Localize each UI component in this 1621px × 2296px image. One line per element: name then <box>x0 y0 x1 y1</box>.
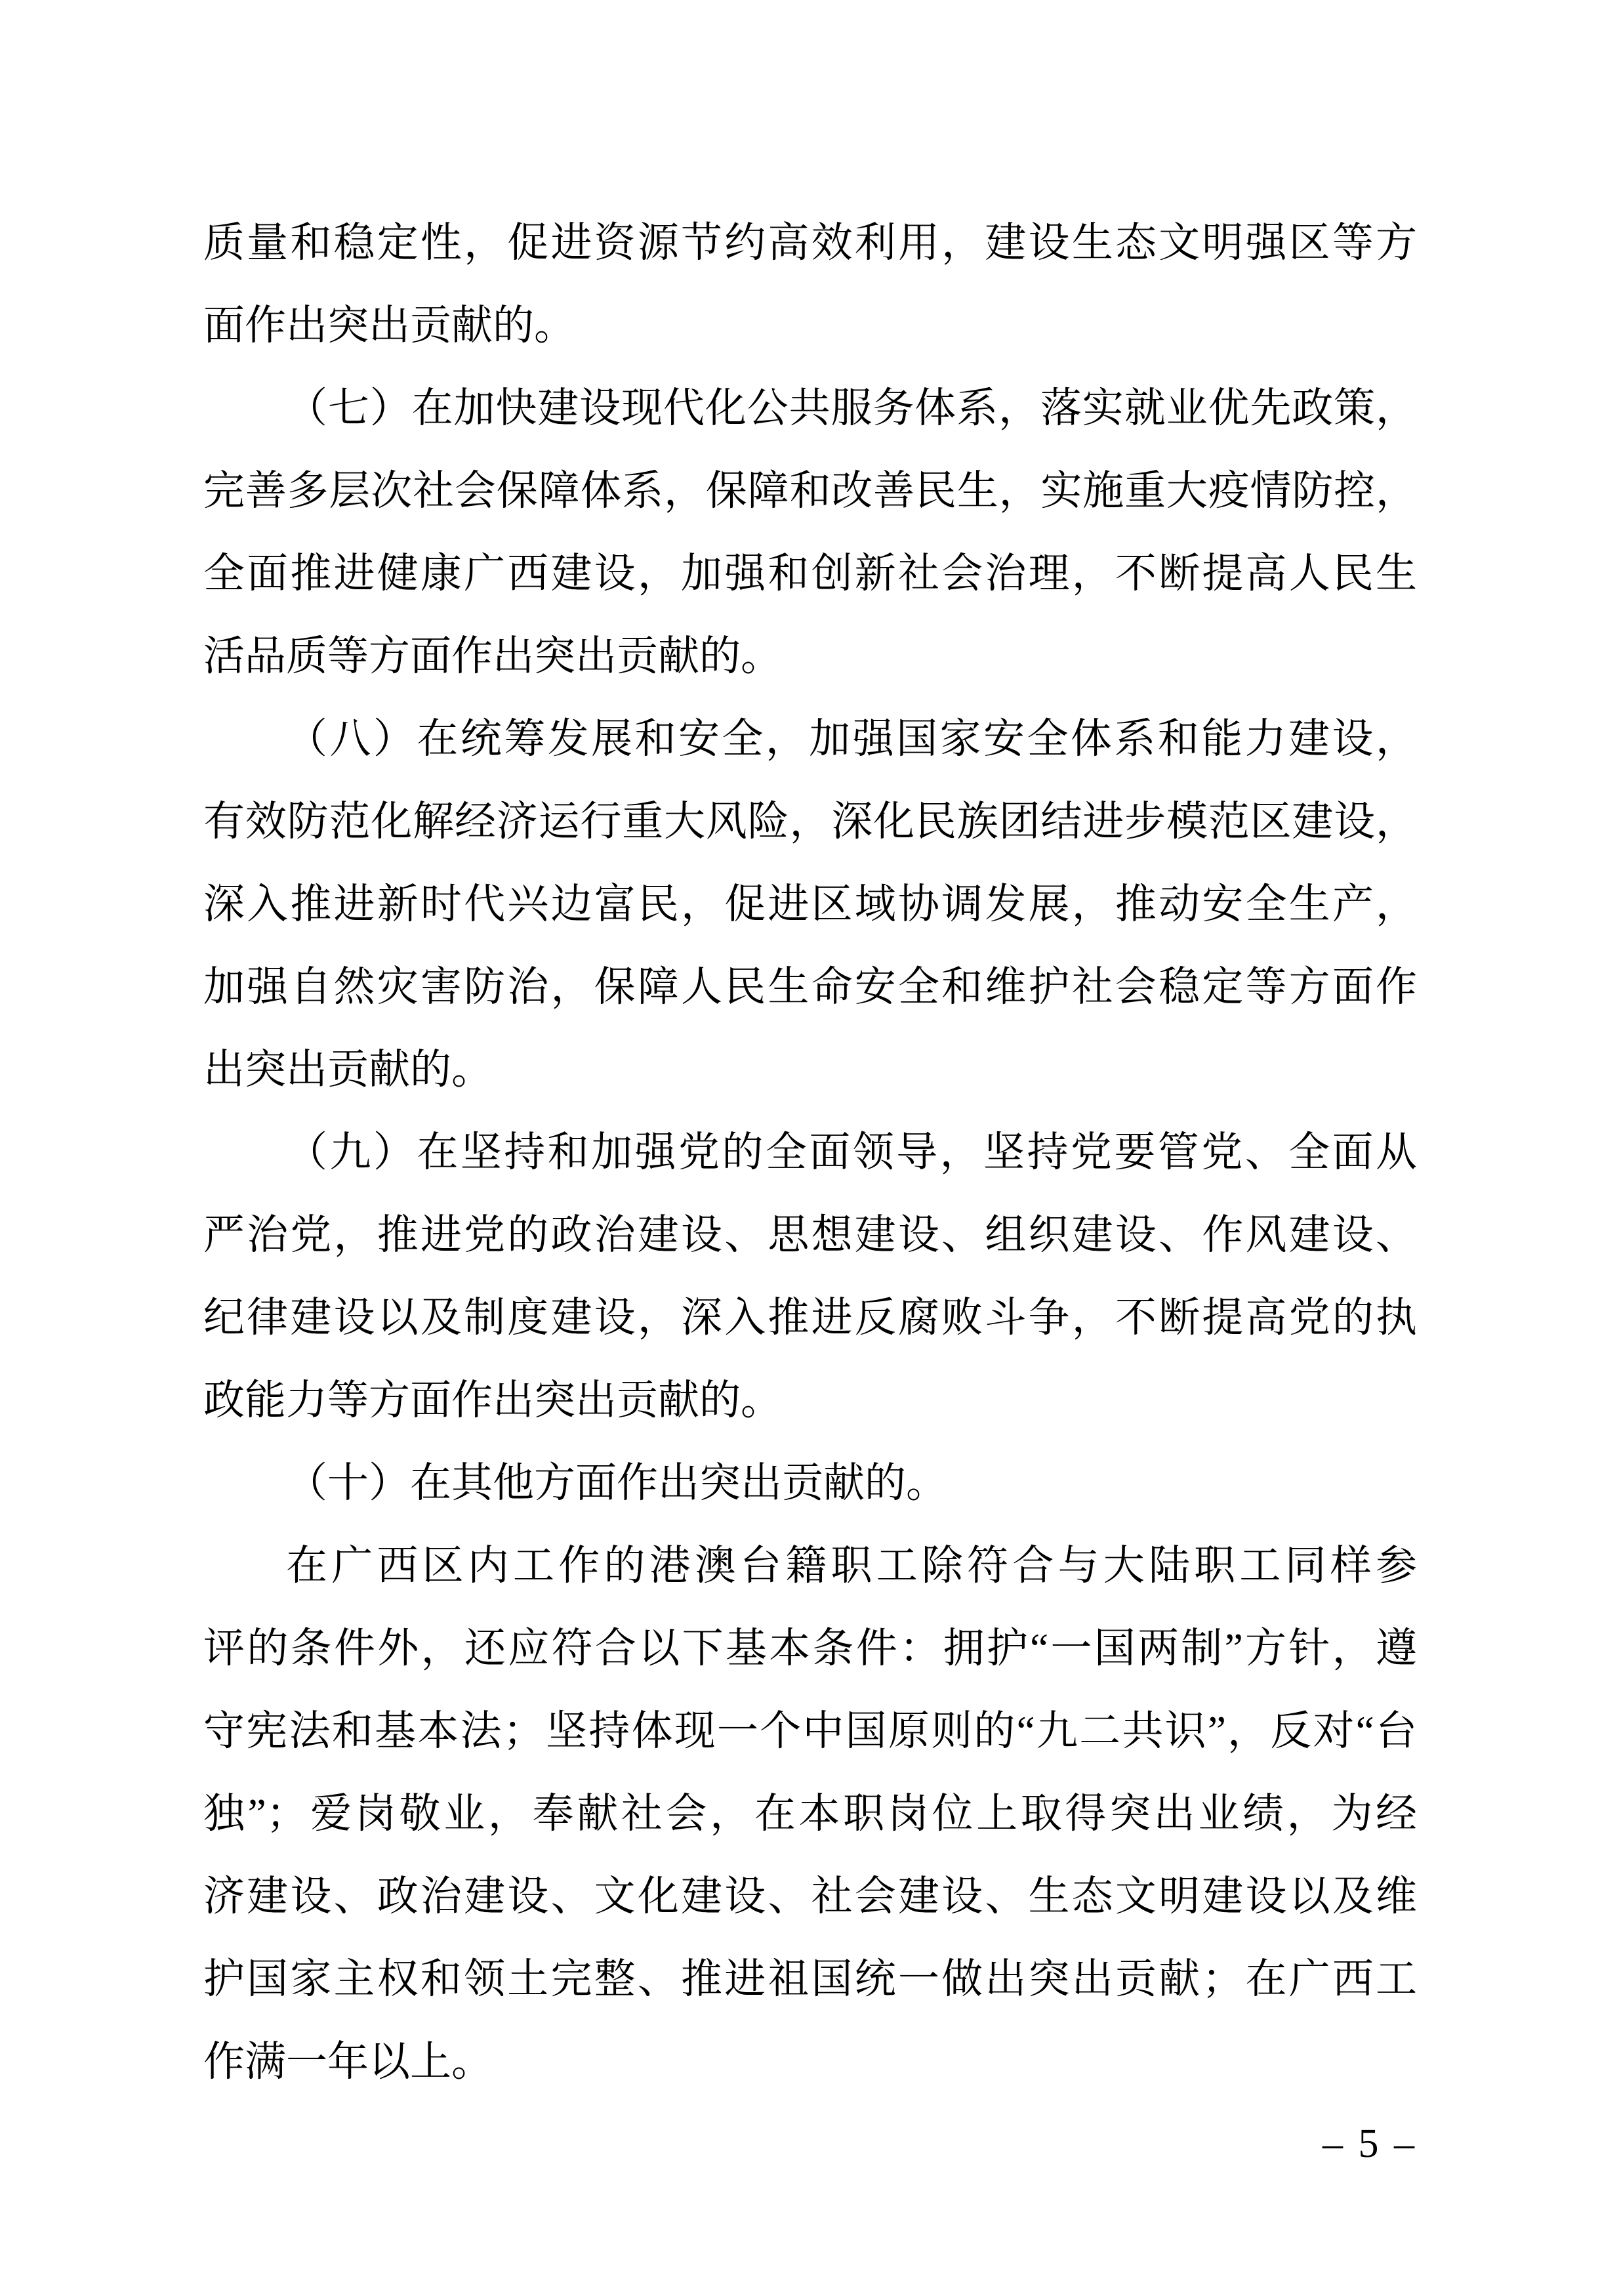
text-line: 面作出突出贡献的。 <box>203 303 575 348</box>
page-number: – 5 – <box>1323 2121 1417 2166</box>
text-line: 全面推进健康广西建设，加强和创新社会治理，不断提高人民生 <box>203 551 1417 596</box>
text-line: 作满一年以上。 <box>203 2039 493 2085</box>
paragraph <box>203 698 1417 1111</box>
paragraph <box>203 1111 1417 1442</box>
text-line: （九）在坚持和加强党的全面领导，坚持党要管党、全面从 <box>286 1129 1417 1175</box>
text-line: 质量和稳定性，促进资源节约高效利用，建设生态文明强区等方 <box>203 220 1417 266</box>
text-line: 守宪法和基本法；坚持体现一个中国原则的“九二共识”，反对“台 <box>203 1708 1417 1754</box>
page-footer <box>203 2121 1417 2167</box>
paragraph <box>203 1524 1417 2103</box>
text-line: 活品质等方面作出突出贡献的。 <box>203 633 782 679</box>
text-line: 严治党，推进党的政治建设、思想建设、组织建设、作风建设、 <box>203 1212 1417 1258</box>
text-line: 在广西区内工作的港澳台籍职工除符合与大陆职工同样参 <box>286 1543 1417 1589</box>
paragraph <box>203 1442 1417 1524</box>
text-line: 独”；爱岗敬业，奉献社会，在本职岗位上取得突出业绩，为经 <box>203 1791 1417 1837</box>
text-line: 深入推进新时代兴边富民，促进区域协调发展，推动安全生产， <box>203 881 1417 927</box>
text-line: 出突出贡献的。 <box>203 1047 493 1093</box>
text-line: 完善多层次社会保障体系，保障和改善民生，实施重大疫情防控， <box>203 468 1417 514</box>
paragraph <box>203 201 1417 367</box>
text-line: （十）在其他方面作出突出贡献的。 <box>286 1460 947 1506</box>
text-line: 有效防范化解经济运行重大风险，深化民族团结进步模范区建设， <box>203 799 1417 845</box>
text-line: 纪律建设以及制度建设，深入推进反腐败斗争，不断提高党的执 <box>203 1295 1417 1341</box>
text-line: 评的条件外，还应符合以下基本条件：拥护“一国两制”方针，遵 <box>203 1625 1417 1671</box>
text-line: 政能力等方面作出突出贡献的。 <box>203 1377 782 1423</box>
text-line: （七）在加快建设现代化公共服务体系，落实就业优先政策， <box>286 385 1417 431</box>
text-line: 护国家主权和领土完整、推进祖国统一做出突出贡献；在广西工 <box>203 1956 1417 2002</box>
paragraph <box>203 367 1417 698</box>
document-text <box>203 201 1417 2103</box>
text-line: 加强自然灾害防治，保障人民生命安全和维护社会稳定等方面作 <box>203 964 1417 1010</box>
text-line: 济建设、政治建设、文化建设、社会建设、生态文明建设以及维 <box>203 1873 1417 1919</box>
text-line: （八）在统筹发展和安全，加强国家安全体系和能力建设， <box>286 716 1417 762</box>
